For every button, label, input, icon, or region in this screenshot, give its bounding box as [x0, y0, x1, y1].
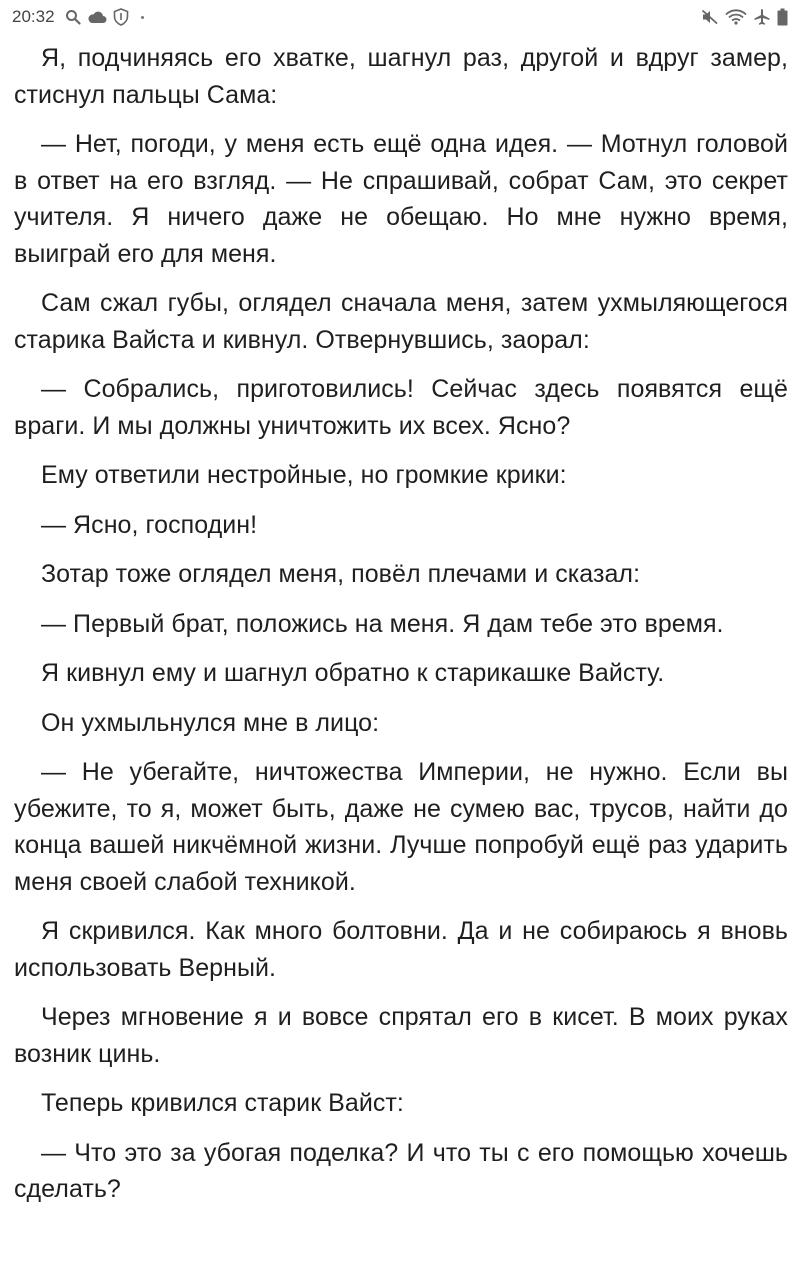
paragraph: — Нет, погоди, у меня есть ещё одна идея. — Мотнул головой в ответ на его взгляд. — Не спрашивай, собрат Сам, это секрет учителя. Я ничего даже не обещаю. Но мне нужно время, выиграй его для меня. — [14, 130, 788, 268]
shield-icon — [113, 8, 129, 26]
paragraph: — Не убегайте, ничтожества Империи, не нужно. Если вы убежите, то я, может быть, даже не сумею вас, трусов, найти до конца вашей никчёмной жизни. Лучше попробуй ещё раз ударить меня своей слабой техникой. — [14, 758, 788, 896]
mute-icon — [701, 9, 719, 25]
paragraph: — Первый брат, положись на меня. Я дам тебе это время. — [41, 609, 724, 638]
status-bar — [0, 0, 800, 34]
paragraph: Зотар тоже оглядел меня, повёл плечами и сказал: — [41, 560, 641, 588]
cloud-icon — [87, 10, 107, 24]
notification-dot-icon — [141, 16, 144, 19]
paragraph: Теперь кривился старик Вайст: — [41, 1089, 404, 1117]
battery-icon — [777, 8, 788, 26]
status-bar-right — [701, 8, 788, 26]
paragraph: Я скривился. Как много болтовни. Да и не собираюсь я вновь использовать Верный. — [14, 917, 788, 982]
paragraph: Он ухмыльнулся мне в лицо: — [41, 708, 380, 737]
paragraph: Я, подчиняясь его хватке, шагнул раз, другой и вдруг замер, стиснул пальцы Сама: — [14, 44, 788, 109]
status-bar-left — [12, 7, 144, 27]
paragraph: — Что это за убогая поделка? И что ты с его помощью хочешь сделать? — [14, 1138, 788, 1203]
wifi-icon — [725, 9, 747, 25]
search-icon — [65, 9, 81, 25]
airplane-icon — [753, 8, 771, 26]
paragraph: Я кивнул ему и шагнул обратно к старикашке Вайсту. — [41, 659, 665, 687]
paragraph: Ему ответили нестройные, но громкие крики: — [41, 461, 567, 489]
paragraph: Через мгновение я и вовсе спрятал его в кисет. В моих руках возник цинь. — [14, 1003, 788, 1068]
status-time: 20:32 — [12, 7, 55, 26]
paragraph: Сам сжал губы, оглядел сначала меня, затем ухмыляющегося старика Вайста и кивнул. Отвернувшись, заорал: — [14, 289, 788, 354]
paragraph: — Ясно, господин! — [41, 510, 258, 539]
paragraph: — Собрались, приготовились! Сейчас здесь появятся ещё враги. И мы должны уничтожить их всех. Ясно? — [14, 375, 788, 440]
reader-page[interactable] — [14, 40, 788, 1221]
